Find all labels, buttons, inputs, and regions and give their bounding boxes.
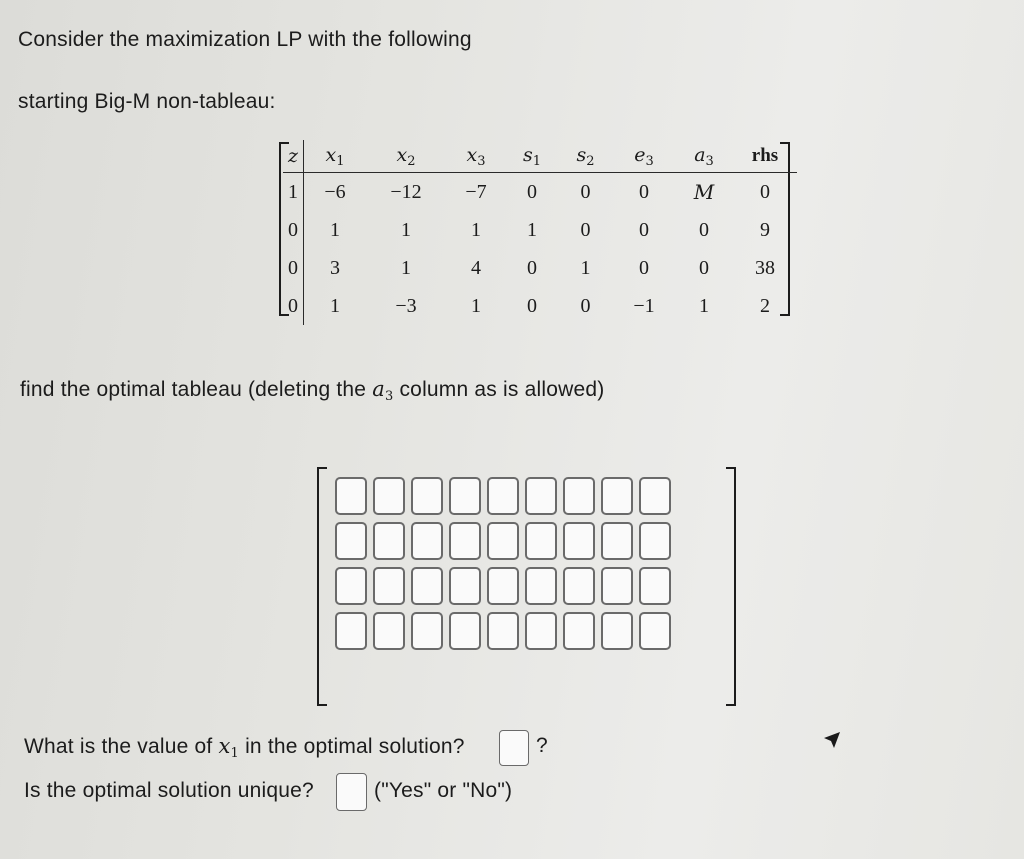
var-sub: 3 (384, 389, 394, 404)
instruction-before: find the optimal tableau (deleting the (20, 378, 367, 401)
answer-cell-input[interactable] (411, 612, 443, 650)
answer-cell-input[interactable] (525, 477, 557, 515)
answer-cell-input[interactable] (449, 567, 481, 605)
header-e3: $e_3$ (634, 143, 654, 169)
answer-cell-input[interactable] (563, 612, 595, 650)
header-a3: $a_3$ (694, 143, 714, 169)
q1-after: in the optimal solution? (245, 735, 465, 758)
table-cell: 0 (699, 218, 709, 241)
table-cell: 0 (283, 287, 304, 325)
uniqueness-question: Is the optimal solution unique? (24, 779, 314, 802)
answer-cell-input[interactable] (373, 477, 405, 515)
answer-cell-input[interactable] (487, 567, 519, 605)
answer-cell-input[interactable] (525, 522, 557, 560)
header-s1: $s_1$ (522, 143, 542, 169)
tableau-row (283, 249, 797, 287)
x1-question (24, 734, 465, 761)
answer-cell-input[interactable] (411, 567, 443, 605)
intro-line-1: Consider the maximization LP with the following (18, 28, 472, 51)
answer-cell-input[interactable] (639, 567, 671, 605)
var-letter: a (372, 377, 385, 401)
table-cell: 1 (699, 294, 709, 317)
table-cell: 3 (330, 256, 340, 279)
answer-cell-input[interactable] (335, 522, 367, 560)
instruction-text (20, 377, 604, 404)
answer-cell-input[interactable] (487, 477, 519, 515)
answer-cell-input[interactable] (487, 522, 519, 560)
table-cell: 1 (401, 218, 411, 241)
table-cell: 0 (558, 173, 613, 212)
tableau-row (283, 287, 797, 325)
answer-cell-input[interactable] (411, 477, 443, 515)
answer-cell-input[interactable] (449, 522, 481, 560)
answer-cell-input[interactable] (601, 477, 633, 515)
table-cell: 9 (760, 218, 770, 241)
header-x2: $x_2$ (396, 143, 416, 169)
table-cell: 0 (580, 218, 591, 241)
table-cell: 2 (760, 294, 770, 317)
table-cell: 1 (330, 218, 340, 241)
answer-cell-input[interactable] (373, 567, 405, 605)
answer-cell-input[interactable] (487, 612, 519, 650)
unique-answer-input[interactable] (336, 773, 367, 811)
answer-cell-input[interactable] (563, 477, 595, 515)
answer-cell-input[interactable] (335, 612, 367, 650)
intro-line-2: starting Big-M non-tableau: (18, 90, 276, 113)
header-rhs: rhs (751, 145, 779, 166)
table-cell: 0 (506, 173, 558, 212)
answer-cell-input[interactable] (601, 612, 633, 650)
answer-right-bracket (726, 467, 736, 706)
q1-before: What is the value of (24, 735, 213, 758)
instruction-after: column as is allowed) (399, 378, 605, 401)
tableau-header-row (283, 140, 797, 173)
q2-suffix: ("Yes" or "No") (374, 779, 513, 802)
table-cell: −3 (395, 294, 417, 317)
table-cell: 1 (580, 256, 591, 279)
table-cell: 1 (527, 218, 537, 241)
table-cell: 1 (471, 218, 481, 241)
header-s2: $s_2$ (576, 143, 595, 169)
answer-cell-input[interactable] (449, 612, 481, 650)
tableau-row (283, 211, 797, 249)
header-x3: $x_3$ (466, 143, 486, 169)
table-cell: 0 (733, 173, 797, 212)
answer-cell-input[interactable] (639, 477, 671, 515)
table-cell: 1 (330, 294, 340, 317)
answer-cell-input[interactable] (449, 477, 481, 515)
table-cell: 0 (283, 249, 304, 287)
table-cell: −1 (633, 294, 655, 317)
answer-cell-input[interactable] (563, 522, 595, 560)
table-cell: 0 (699, 256, 709, 279)
table-cell: −6 (304, 173, 367, 212)
q1-suffix: ? (536, 734, 548, 757)
header-x1: $x_1$ (325, 143, 345, 169)
table-cell: 0 (580, 294, 591, 317)
answer-cell-input[interactable] (563, 567, 595, 605)
table-cell: 0 (283, 211, 304, 249)
answer-cell-input[interactable] (639, 612, 671, 650)
tableau-row (283, 173, 797, 212)
table-cell: 4 (471, 256, 481, 279)
answer-cell-input[interactable] (411, 522, 443, 560)
instruction-var (372, 377, 394, 404)
answer-cell-input[interactable] (601, 522, 633, 560)
answer-cell-input[interactable] (373, 522, 405, 560)
var-sub: 1 (230, 746, 240, 761)
var-letter: x (218, 734, 231, 758)
optimal-tableau-grid (335, 477, 673, 653)
table-cell: M (675, 173, 733, 212)
header-z: z (283, 140, 304, 173)
starting-tableau (283, 140, 797, 325)
answer-cell-input[interactable] (525, 612, 557, 650)
answer-cell-input[interactable] (335, 477, 367, 515)
table-cell: 0 (527, 256, 537, 279)
answer-cell-input[interactable] (373, 612, 405, 650)
answer-cell-input[interactable] (335, 567, 367, 605)
table-cell: −7 (446, 173, 506, 212)
answer-cell-input[interactable] (639, 522, 671, 560)
table-cell: 0 (527, 294, 537, 317)
q1-var (218, 734, 240, 761)
table-cell: 1 (401, 256, 411, 279)
table-cell: 0 (639, 218, 649, 241)
table-cell: 0 (613, 173, 675, 212)
table-cell: 0 (639, 256, 649, 279)
mouse-cursor-icon (818, 726, 846, 754)
answer-cell-input[interactable] (601, 567, 633, 605)
answer-left-bracket (317, 467, 327, 706)
table-cell: 1 (471, 294, 481, 317)
table-cell: 1 (283, 173, 304, 212)
x1-value-input[interactable] (499, 730, 529, 766)
table-cell: 38 (755, 256, 775, 279)
table-cell: −12 (366, 173, 446, 212)
answer-cell-input[interactable] (525, 567, 557, 605)
